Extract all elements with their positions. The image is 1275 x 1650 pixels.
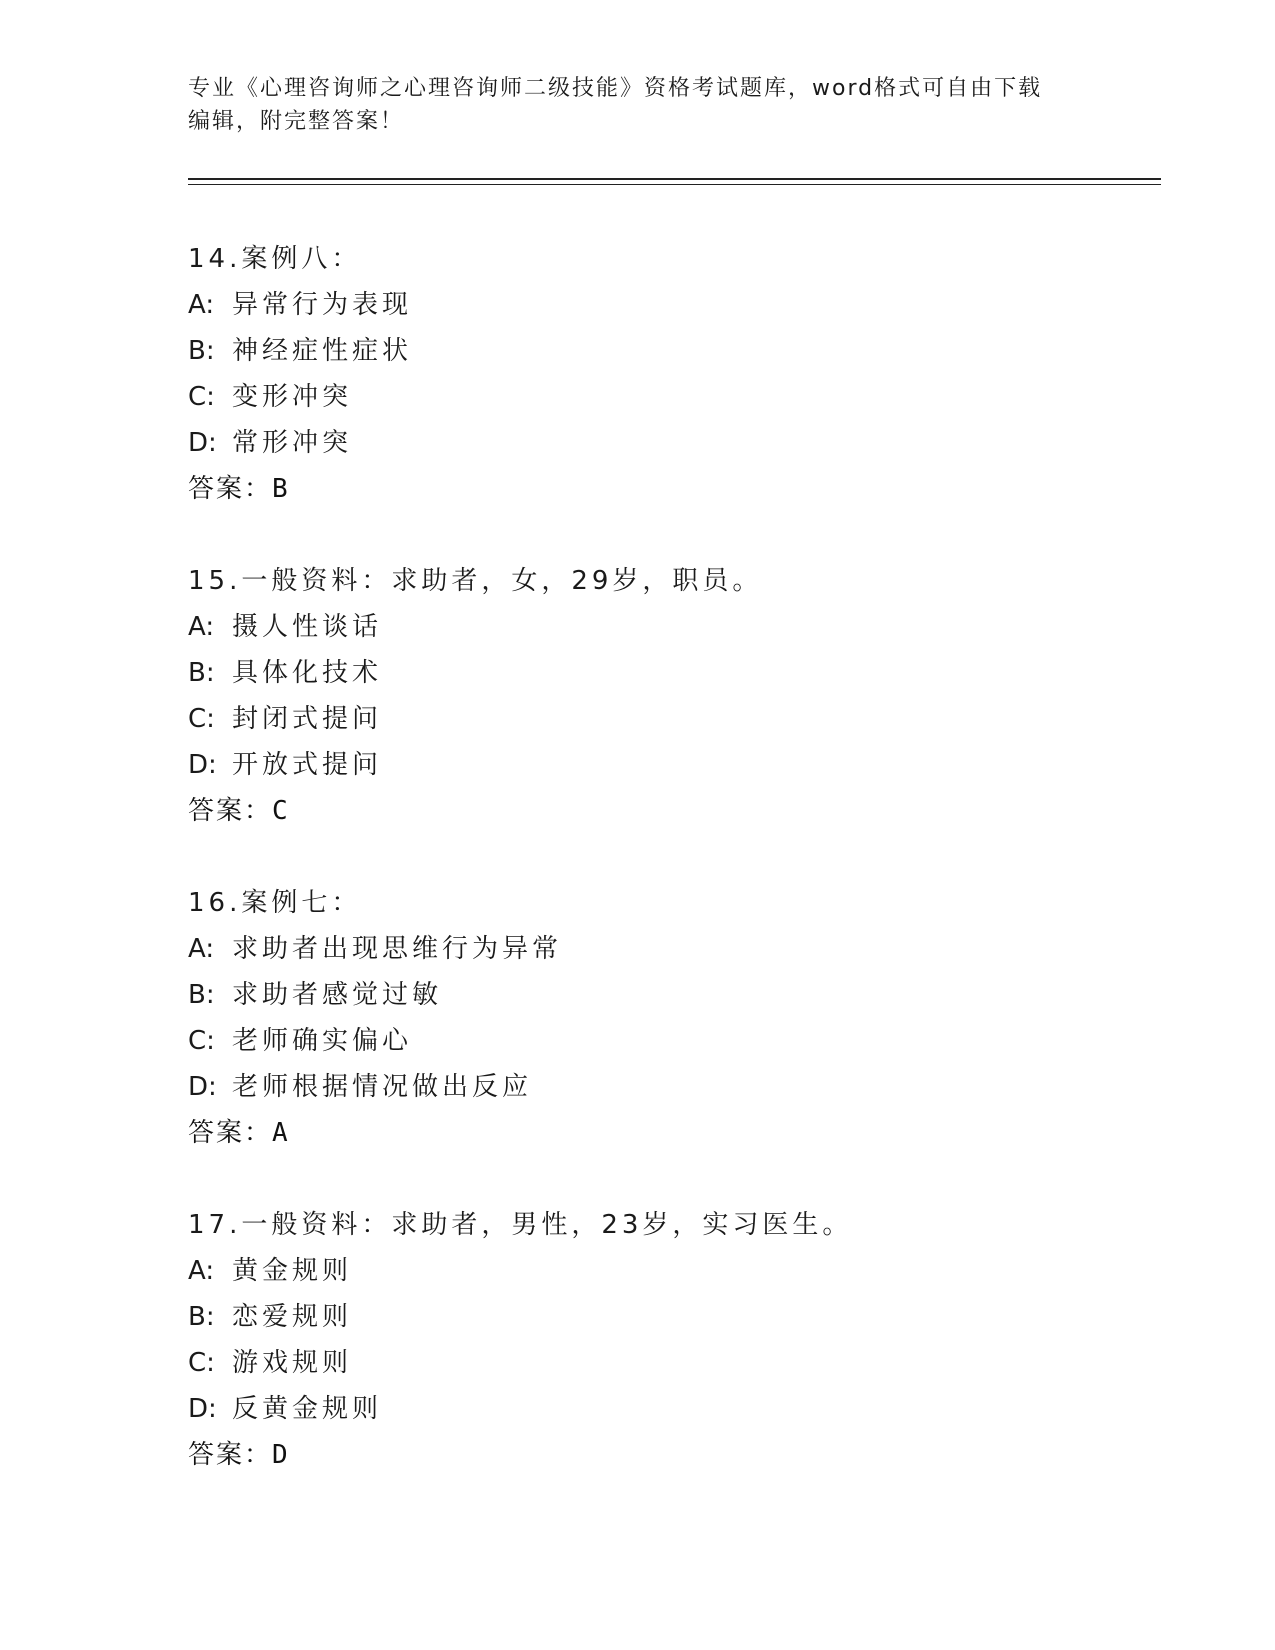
answer-value: A: [272, 1118, 290, 1148]
header-divider: [188, 178, 1161, 180]
option-letter: B:: [188, 980, 215, 1010]
option-b: [188, 972, 1148, 1018]
option-letter: C:: [188, 382, 215, 412]
option-b: [188, 1294, 1148, 1340]
answer-label: 答案：: [188, 1440, 273, 1470]
option-b: [188, 328, 1148, 374]
option-letter: B:: [188, 658, 215, 688]
question-stem: 17.一般资料：求助者，男性，23岁，实习医生。: [188, 1210, 853, 1240]
answer-line: [188, 1432, 1148, 1478]
option-letter: A:: [188, 934, 215, 964]
option-text: 求助者出现思维行为异常: [232, 934, 563, 964]
header-line-1: 专业《心理咨询师之心理咨询师二级技能》资格考试题库，word格式可自由下载: [188, 76, 1043, 101]
option-text: 封闭式提问: [232, 704, 383, 734]
option-d: [188, 1064, 1148, 1110]
question-stem: 14.案例八：: [188, 244, 362, 274]
answer-label: 答案：: [188, 796, 273, 826]
option-b: [188, 650, 1148, 696]
option-text: 恋爱规则: [232, 1302, 353, 1332]
answer-line: [188, 466, 1148, 512]
question-stem: 16.案例七：: [188, 888, 362, 918]
option-letter: D:: [188, 750, 217, 780]
option-letter: C:: [188, 1348, 215, 1378]
option-letter: D:: [188, 1072, 217, 1102]
option-letter: B:: [188, 1302, 215, 1332]
option-letter: C:: [188, 704, 215, 734]
option-c: [188, 1018, 1148, 1064]
question-14: [188, 236, 1148, 512]
option-a: [188, 604, 1148, 650]
option-letter: D:: [188, 428, 217, 458]
option-text: 异常行为表现: [232, 290, 413, 320]
option-text: 神经症性症状: [232, 336, 413, 366]
option-text: 老师根据情况做出反应: [232, 1072, 533, 1102]
option-text: 常形冲突: [232, 428, 353, 458]
option-text: 老师确实偏心: [232, 1026, 413, 1056]
option-letter: D:: [188, 1394, 217, 1424]
question-17: [188, 1202, 1148, 1478]
answer-label: 答案：: [188, 1118, 273, 1148]
question-list: [188, 236, 1148, 1524]
answer-value: D: [272, 1440, 290, 1470]
option-text: 反黄金规则: [232, 1394, 383, 1424]
question-stem: 15.一般资料：求助者，女，29岁，职员。: [188, 566, 763, 596]
option-text: 求助者感觉过敏: [232, 980, 443, 1010]
option-letter: A:: [188, 290, 215, 320]
option-d: [188, 742, 1148, 788]
option-letter: C:: [188, 1026, 215, 1056]
header-divider-thin: [188, 184, 1161, 185]
option-letter: A:: [188, 1256, 215, 1286]
answer-label: 答案：: [188, 474, 273, 504]
option-text: 变形冲突: [232, 382, 353, 412]
answer-value: C: [272, 796, 290, 826]
option-text: 摄人性谈话: [232, 612, 383, 642]
document-header: [188, 72, 1088, 138]
option-text: 黄金规则: [232, 1256, 353, 1286]
header-line-2: 编辑，附完整答案！: [188, 109, 405, 134]
option-a: [188, 1248, 1148, 1294]
option-d: [188, 1386, 1148, 1432]
option-a: [188, 282, 1148, 328]
option-letter: B:: [188, 336, 215, 366]
question-16: [188, 880, 1148, 1156]
option-letter: A:: [188, 612, 215, 642]
answer-line: [188, 788, 1148, 834]
option-text: 具体化技术: [232, 658, 383, 688]
option-text: 游戏规则: [232, 1348, 353, 1378]
option-c: [188, 374, 1148, 420]
option-c: [188, 1340, 1148, 1386]
question-15: [188, 558, 1148, 834]
answer-value: B: [272, 474, 290, 504]
answer-line: [188, 1110, 1148, 1156]
option-text: 开放式提问: [232, 750, 383, 780]
option-c: [188, 696, 1148, 742]
option-d: [188, 420, 1148, 466]
option-a: [188, 926, 1148, 972]
